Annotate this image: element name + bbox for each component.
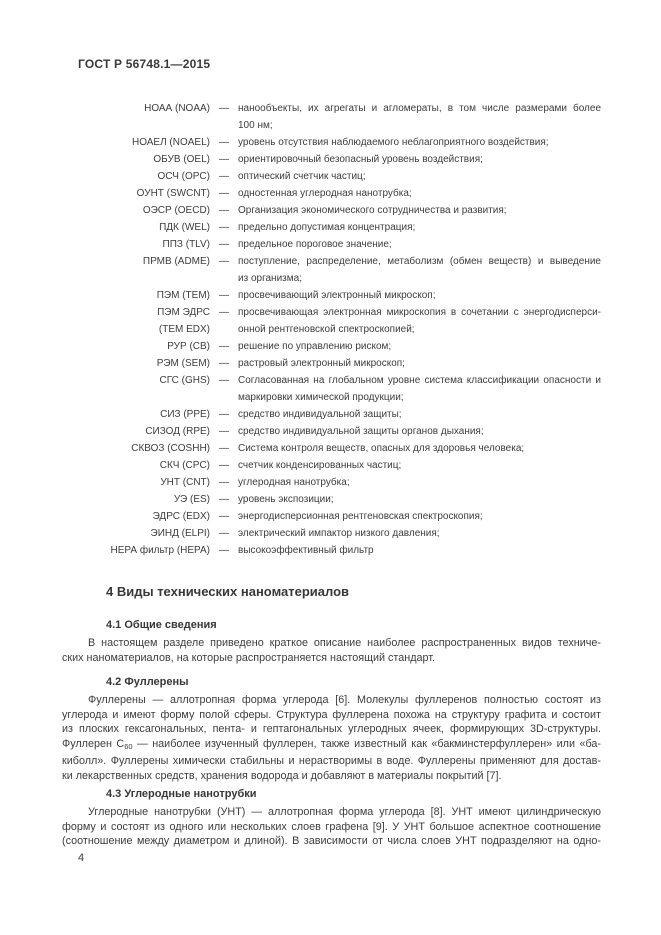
abbrev-term: РЭМ (SEM) [156, 358, 210, 369]
abbrev-entry [62, 474, 601, 491]
abbrev-dash: — [219, 545, 229, 556]
abbrev-dash: — [219, 171, 229, 182]
abbrev-term: ОСЧ (OPC) [157, 171, 210, 182]
abbrev-term: НЕРА фильтр (HEPA) [110, 545, 210, 556]
abbrev-dash: — [219, 511, 229, 522]
abbrev-dash: — [219, 188, 229, 199]
abbrev-dash: — [219, 409, 229, 420]
abbrev-dash: — [219, 290, 229, 301]
para-line: ских наноматериалов, на которые распространяется настоящий стандарт. [62, 651, 436, 664]
abbrev-definition: уровень экспозиции; [238, 494, 334, 505]
abbrev-definition: предельно допустимая концентрация; [238, 222, 416, 233]
abbrev-definition: высокоэффективный фильтр [238, 545, 374, 556]
abbrev-entry [62, 253, 601, 287]
abbrev-definition: энергодисперсионная рентгеновская спектроскопия; [238, 511, 483, 522]
abbrev-dash: — [219, 103, 229, 114]
abbrev-term: НОАА (NOAA) [144, 103, 210, 114]
abbrev-dash: — [219, 426, 229, 437]
para-line: Углеродные нанотрубки (УНТ) — аллотропная форма углерода [8]. УНТ имеют цилиндрическую [88, 806, 601, 818]
para-line: форму и состоят из одного или нескольких слоев графена [9]. У УНТ большое аспектное соотношение [62, 820, 601, 833]
abbrev-definition: электрический импактор низкого давления; [238, 528, 440, 539]
abbrev-entry [62, 355, 601, 372]
para-text: — наиболее изученный фуллерен, также известный как «бакминстерфуллерен» или «ба- [132, 737, 601, 750]
abbrev-term: ОБУВ (OEL) [153, 154, 210, 165]
abbrev-term: ЭИНД (ELPI) [150, 528, 210, 539]
abbrev-term: УНТ (CNT) [160, 477, 210, 488]
abbrev-term-line: (TEM EDX) [158, 324, 210, 335]
abbrev-dash: — [219, 341, 229, 352]
page-number: 4 [78, 851, 85, 864]
abbrev-term: ОУНТ (SWCNT) [136, 188, 210, 199]
abbrev-definition-line: из организма; [238, 273, 302, 284]
abbrev-entry [62, 236, 601, 253]
abbrev-entry [62, 202, 601, 219]
abbrev-definition-line: маркировки химической продукции; [238, 392, 404, 403]
abbrev-entry [62, 100, 601, 134]
abbreviations-list [62, 100, 601, 559]
section-4-3-title: 4.3 Углеродные нанотрубки [106, 788, 257, 800]
abbrev-term: УЭ (ES) [173, 494, 210, 505]
abbrev-dash: — [219, 205, 229, 216]
abbrev-definition [238, 253, 601, 287]
section-4-2-paragraph [62, 693, 601, 783]
abbrev-entry [62, 525, 601, 542]
abbrev-dash: — [219, 375, 229, 386]
abbrev-definition: уровень отсутствия наблюдаемого неблагоприятного воздействия; [238, 137, 549, 148]
abbrev-dash: — [219, 154, 229, 165]
abbrev-term: НОАЕЛ (NOAEL) [131, 137, 210, 148]
para-line: ки лекарственных средств, хранения водорода и добавляют в материалы покрытий [7]. [62, 769, 502, 782]
section-4-2-title: 4.2 Фуллерены [106, 676, 189, 688]
para-line: (соотношение между диаметром и длиной). В зависимости от числа слоев УНТ подразделяют на одно- [62, 835, 601, 847]
abbrev-term: СГС (GHS) [159, 375, 210, 386]
abbrev-entry [62, 185, 601, 202]
abbrev-term: ОЭСР (OECD) [142, 205, 210, 216]
abbrev-definition: углеродная нанотрубка; [238, 477, 350, 488]
abbrev-term: ПЭМ (TEM) [156, 290, 210, 301]
section-4-1-title: 4.1 Общие сведения [106, 619, 217, 631]
abbrev-definition: просвечивающий электронный микроскоп; [238, 290, 436, 301]
abbrev-term: СКВОЗ (COSHH) [131, 443, 210, 454]
section-4-title: 4 Виды технических наноматериалов [106, 584, 350, 599]
abbrev-entry [62, 491, 601, 508]
abbrev-definition-line: 100 нм; [238, 120, 273, 131]
abbrev-entry [62, 423, 601, 440]
para-line: В настоящем разделе приведено краткое описание наиболее распространенных видов техниче- [88, 637, 601, 649]
doc-code: ГОСТ Р 56748.1—2015 [78, 57, 211, 71]
abbrev-definition: решение по управлению риском; [238, 341, 392, 352]
abbrev-term [62, 304, 210, 338]
abbrev-term: ПДК (WEL) [159, 222, 210, 233]
abbrev-definition-line: просвечивающая электронная микроскопия в сочетании с энергодисперси- [238, 307, 601, 318]
abbrev-term: СКЧ (CPC) [159, 460, 210, 471]
abbrev-definition: одностенная углеродная нанотрубка; [238, 188, 412, 199]
abbrev-entry [62, 304, 601, 338]
abbrev-definition-line: онной рентгеновской спектроскопией; [238, 324, 415, 335]
abbrev-entry [62, 372, 601, 406]
abbrev-entry [62, 134, 601, 151]
abbrev-dash: — [219, 239, 229, 250]
abbrev-definition: средство индивидуальной защиты органов дыхания; [238, 426, 484, 437]
para-line: Фуллерены — аллотропная форма углерода [6]. Молекулы фуллеренов полностью состоят из [88, 694, 601, 706]
abbrev-definition [238, 372, 601, 406]
abbrev-definition: оптический счетчик частиц; [238, 171, 366, 182]
abbrev-term: СИЗОД (RPE) [145, 426, 210, 437]
abbrev-definition-line: поступление, распределение, метаболизм (обмен веществ) и выведение [238, 256, 601, 267]
abbrev-dash: — [219, 222, 229, 233]
abbrev-dash: — [219, 358, 229, 369]
abbrev-definition: ориентировочный безопасный уровень воздействия; [238, 154, 483, 165]
abbrev-dash: — [219, 477, 229, 488]
section-4-1-paragraph [62, 636, 601, 665]
abbrev-entry [62, 219, 601, 236]
abbrev-definition: счетчик конденсированных частиц; [238, 460, 402, 471]
abbrev-term-line: ПЭМ ЭДРС [157, 307, 210, 318]
abbrev-entry [62, 542, 601, 559]
abbrev-dash: — [219, 307, 229, 318]
abbrev-definition: Система контроля веществ, опасных для здоровья человека; [238, 443, 525, 454]
abbrev-dash: — [219, 443, 229, 454]
abbrev-definition: растровый электронный микроскоп; [238, 358, 405, 369]
subscript-60: 60 [124, 741, 133, 751]
abbrev-term: ПРМВ (ADME) [142, 256, 210, 267]
abbrev-entry [62, 440, 601, 457]
abbrev-definition [238, 304, 601, 338]
abbrev-entry [62, 406, 601, 423]
abbrev-dash: — [219, 256, 229, 267]
abbrev-entry [62, 168, 601, 185]
abbrev-entry [62, 287, 601, 304]
abbrev-dash: — [219, 460, 229, 471]
abbrev-entry [62, 151, 601, 168]
para-line [62, 737, 601, 755]
abbrev-term: СИЗ (PPE) [160, 409, 210, 420]
abbrev-dash: — [219, 137, 229, 148]
abbrev-definition: Организация экономического сотрудничества и развития; [238, 205, 507, 216]
para-line: киболл». Фуллерены химически стабильны и нерастворимы в воде. Фуллерены применяют для достав- [62, 755, 601, 767]
abbrev-term: ЭДРС (EDX) [152, 511, 210, 522]
para-line: углерода и имеют форму полой сферы. Структура фуллерена похожа на структуру графита и состоит [62, 708, 601, 721]
abbrev-term: ППЗ (TLV) [162, 239, 210, 250]
abbrev-definition [238, 100, 601, 134]
abbrev-definition-line: Согласованная на глобальном уровне система классификации опасности и [238, 375, 601, 386]
abbrev-definition: предельное пороговое значение; [238, 239, 392, 250]
abbrev-term: РУР (CB) [167, 341, 210, 352]
abbrev-definition-line: нанообъекты, их агрегаты и агломераты, в том числе размерами более [238, 103, 601, 114]
abbrev-dash: — [219, 494, 229, 505]
abbrev-entry [62, 338, 601, 355]
abbrev-dash: — [219, 528, 229, 539]
para-text: Фуллерен С [62, 737, 125, 750]
abbrev-entry [62, 457, 601, 474]
abbrev-entry [62, 508, 601, 525]
abbrev-definition: средство индивидуальной защиты; [238, 409, 402, 420]
para-line: из плоских гексагональных, пента- и гептагональных углеродных ячеек, формирующих 3D-структуры. [62, 723, 601, 735]
section-4-3-paragraph [62, 805, 601, 849]
